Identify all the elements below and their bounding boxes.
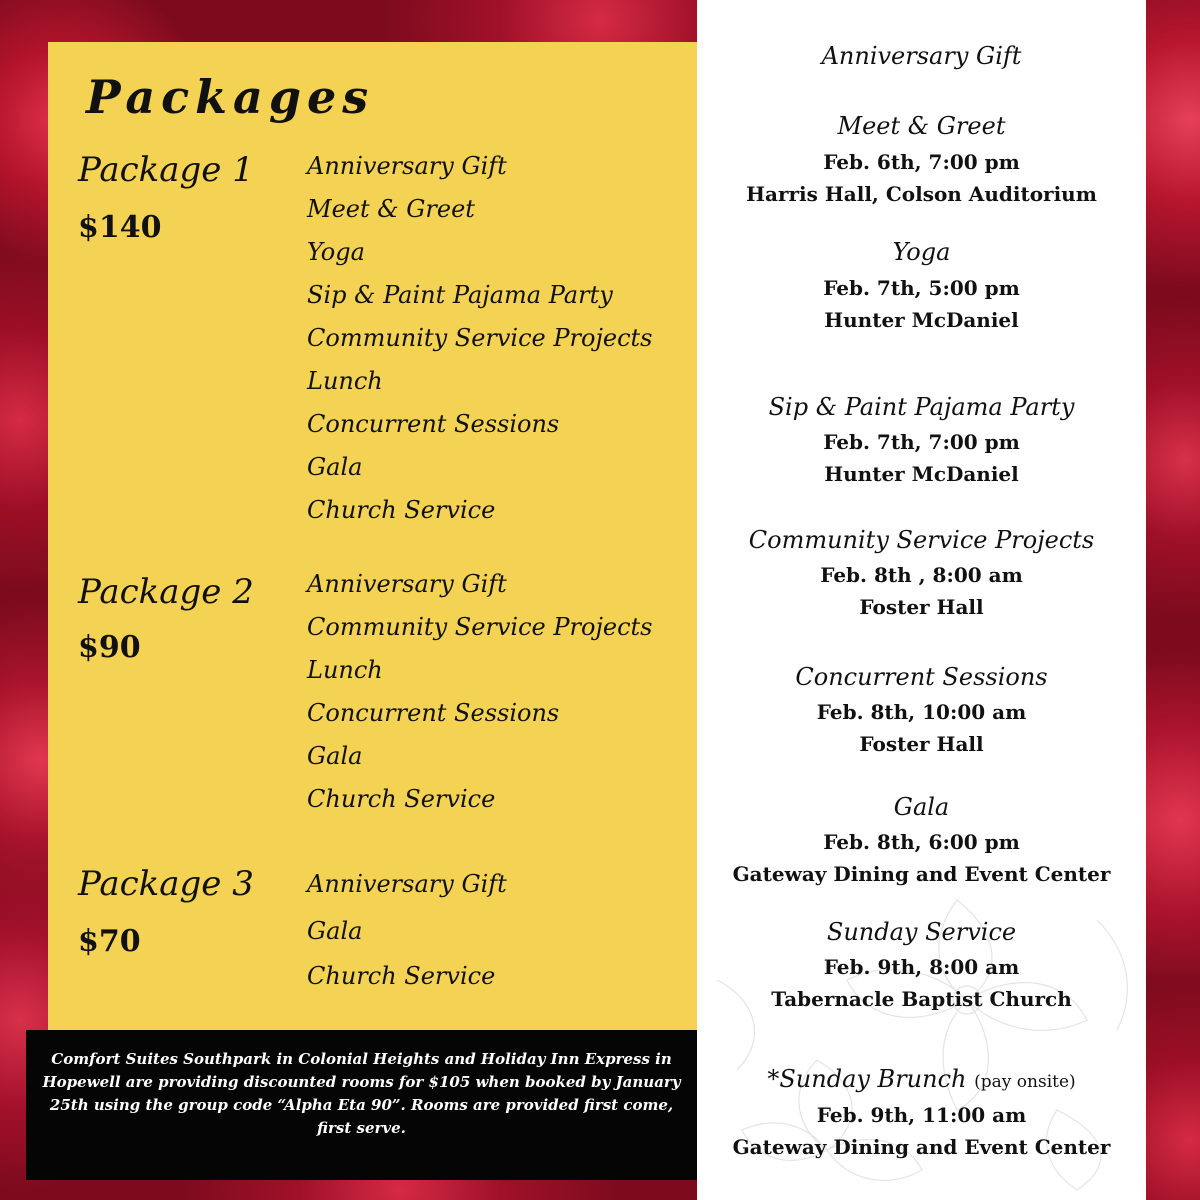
schedule-event-location: Hunter McDaniel xyxy=(824,462,1019,486)
schedule-event-name: Sip & Paint Pajama Party xyxy=(768,393,1075,421)
schedule-event-name: Anniversary Gift xyxy=(821,42,1022,70)
hotel-note-text: Comfort Suites Southpark in Colonial Heights and Holiday Inn Express in Hopewell are providing discounted rooms for $105 when booked by January 25th using the group code “Alpha Eta 90”. Rooms are provided first come, first serve. xyxy=(42,1050,681,1137)
schedule-event-date: Feb. 8th, 6:00 pm xyxy=(823,830,1020,854)
package-1-item: Anniversary Gift xyxy=(307,152,507,180)
package-3-price: $70 xyxy=(78,924,141,959)
package-1-item: Church Service xyxy=(307,496,496,524)
schedule-event-name: Yoga xyxy=(892,238,951,266)
schedule-event-location: Gateway Dining and Event Center xyxy=(732,862,1111,886)
schedule-event-name: *Sunday Brunch xyxy=(767,1065,967,1093)
schedule-event-location: Foster Hall xyxy=(859,732,984,756)
package-1-item: Meet & Greet xyxy=(307,195,475,223)
schedule-event-name: Community Service Projects xyxy=(748,526,1095,554)
package-3-item: Gala xyxy=(307,917,363,945)
schedule-event-name: Concurrent Sessions xyxy=(795,663,1048,691)
packages-title: Packages xyxy=(86,70,375,124)
package-2-item: Anniversary Gift xyxy=(307,570,507,598)
package-1-name: Package 1 xyxy=(78,150,254,190)
schedule-event-date: Feb. 9th, 8:00 am xyxy=(823,955,1020,979)
package-3-item: Anniversary Gift xyxy=(307,870,507,898)
package-1-price: $140 xyxy=(78,210,162,245)
schedule-event-date: Feb. 6th, 7:00 pm xyxy=(823,150,1020,174)
package-1-item: Community Service Projects xyxy=(307,324,653,352)
package-3-item: Church Service xyxy=(307,962,496,990)
schedule-event-name: Meet & Greet xyxy=(837,112,1006,140)
schedule-event-location: Harris Hall, Colson Auditorium xyxy=(746,182,1097,206)
package-1-item: Gala xyxy=(307,453,363,481)
schedule-event-date: Feb. 7th, 7:00 pm xyxy=(823,430,1020,454)
package-1-item: Concurrent Sessions xyxy=(307,410,560,438)
schedule-event-date: Feb. 8th , 8:00 am xyxy=(820,563,1023,587)
package-1-item: Lunch xyxy=(307,367,383,395)
package-2-item: Concurrent Sessions xyxy=(307,699,560,727)
schedule-event-location: Gateway Dining and Event Center xyxy=(732,1135,1111,1159)
schedule-event-date: Feb. 9th, 11:00 am xyxy=(816,1103,1027,1127)
schedule-event-date: Feb. 8th, 10:00 am xyxy=(816,700,1027,724)
schedule-event-location: Tabernacle Baptist Church xyxy=(771,987,1072,1011)
package-2-item: Community Service Projects xyxy=(307,613,653,641)
package-2-price: $90 xyxy=(78,630,141,665)
schedule-event-location: Hunter McDaniel xyxy=(824,308,1019,332)
package-2-item: Church Service xyxy=(307,785,496,813)
package-1-item: Yoga xyxy=(307,238,365,266)
schedule-event-location: Foster Hall xyxy=(859,595,984,619)
schedule-event-name-row xyxy=(697,1065,1146,1093)
package-2-item: Gala xyxy=(307,742,363,770)
schedule-event-date: Feb. 7th, 5:00 pm xyxy=(823,276,1020,300)
package-2-item: Lunch xyxy=(307,656,383,684)
package-1-item: Sip & Paint Pajama Party xyxy=(307,281,613,309)
package-3-name: Package 3 xyxy=(78,864,254,904)
schedule-event-note: (pay onsite) xyxy=(974,1072,1076,1092)
package-2-name: Package 2 xyxy=(78,572,254,612)
schedule-event-name: Sunday Service xyxy=(826,918,1017,946)
schedule-event-name: Gala xyxy=(893,793,950,821)
